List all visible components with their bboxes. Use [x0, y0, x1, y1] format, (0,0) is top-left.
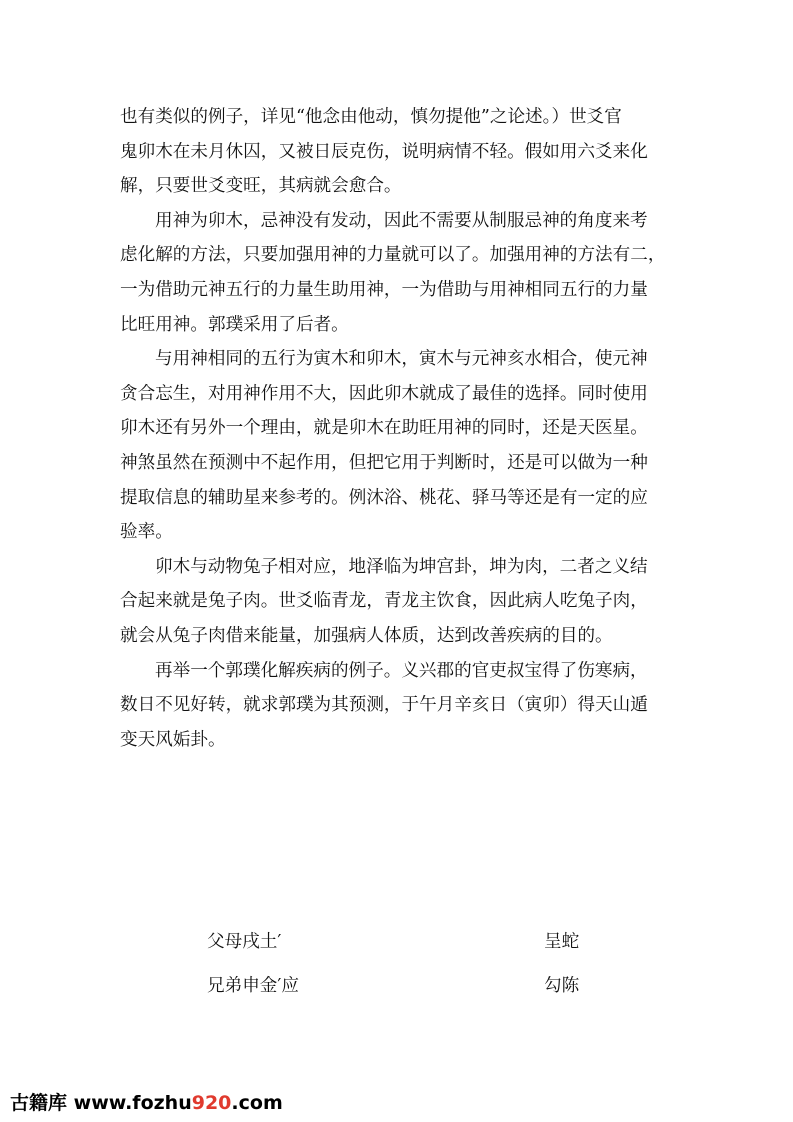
- hexagram-row: [207, 972, 627, 1016]
- paragraph: [120, 550, 680, 654]
- document-body: [120, 100, 680, 757]
- url-suffix: .com: [231, 1092, 283, 1114]
- six-spirit-label: 勾陈: [544, 976, 580, 996]
- text-line: 鬼卯木在未月休囚，又被日辰克伤，说明病情不轻。假如用六爻来化: [120, 141, 648, 162]
- site-url: [74, 1092, 283, 1114]
- site-name: 古籍库: [10, 1092, 68, 1114]
- text-line: 神煞虽然在预测中不起作用，但把它用于判断时，还是可以做为一种: [120, 452, 648, 473]
- url-accent: 920: [191, 1092, 232, 1114]
- text-line: 再举一个郭璞化解疾病的例子。义兴郡的官吏叔宝得了伤寒病，: [155, 660, 648, 681]
- text-line: 虑化解的方法，只要加强用神的力量就可以了。加强用神的方法有二，: [120, 245, 666, 266]
- text-line: 变天风姤卦。: [120, 729, 226, 750]
- text-line: 与用神相同的五行为寅木和卯木，寅木与元神亥水相合，使元神: [155, 349, 648, 370]
- yao-label: 父母戌土′: [207, 932, 282, 952]
- hexagram-row: [207, 928, 627, 972]
- paragraph: [120, 100, 680, 204]
- text-line: 解，只要世爻变旺，其病就会愈合。: [120, 176, 402, 197]
- text-line: 卯木还有另外一个理由，就是卯木在助旺用神的同时，还是天医星。: [120, 418, 648, 439]
- text-line: 比旺用神。郭璞采用了后者。: [120, 314, 349, 335]
- text-line: 就会从兔子肉借来能量，加强病人体质，达到改善疾病的目的。: [120, 625, 613, 646]
- yao-label: 兄弟申金′应: [207, 976, 299, 996]
- text-line: 贪合忘生，对用神作用不大，因此卯木就成了最佳的选择。同时使用: [120, 383, 648, 404]
- text-line: 也有类似的例子，详见“他念由他动，慎勿提他”之论述。）世爻官: [120, 107, 622, 127]
- paragraph: [120, 204, 680, 342]
- paragraph: [120, 342, 680, 550]
- text-line: 数日不见好转，就求郭璞为其预测，于午月辛亥日（寅卯）得天山遁: [120, 695, 648, 716]
- hexagram-table: [207, 928, 627, 1016]
- text-line: 验率。: [120, 522, 173, 543]
- footer-watermark: [10, 1088, 283, 1115]
- six-spirit-label: 呈蛇: [544, 932, 580, 952]
- text-line: 用神为卯木，忌神没有发动，因此不需要从制服忌神的角度来考: [155, 210, 648, 231]
- text-line: 一为借助元神五行的力量生助用神，一为借助与用神相同五行的力量: [120, 279, 648, 300]
- text-line: 提取信息的辅助星来参考的。例沐浴、桃花、驿马等还是有一定的应: [120, 487, 648, 508]
- url-prefix: www.fozhu: [73, 1092, 192, 1114]
- text-line: 卯木与动物兔子相对应，地泽临为坤宫卦，坤为肉，二者之义结: [155, 556, 648, 577]
- paragraph: [120, 654, 680, 758]
- text-line: 合起来就是兔子肉。世爻临青龙，青龙主饮食，因此病人吃兔子肉，: [120, 591, 648, 612]
